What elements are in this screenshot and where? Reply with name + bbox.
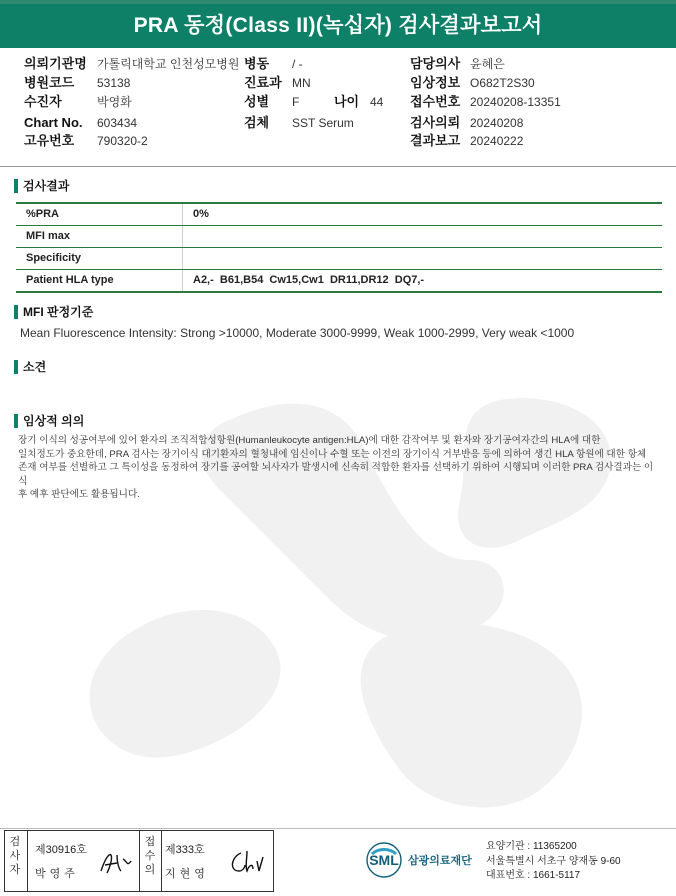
receipt-no-value: 20240208-13351 (470, 95, 561, 109)
report-date-value: 20240222 (470, 134, 524, 148)
clinical-title-text: 임상적 의의 (23, 414, 85, 428)
table-row (16, 248, 662, 270)
row-value (182, 248, 662, 269)
tester-license: 제30916호 (35, 844, 87, 856)
clinical-line: 존재 여부를 선별하고 그 특이성을 동정하여 장기를 공여할 뇌사자가 발생시에 신속히 적합한 환자를 선택하기 위하여 시행되며 이러한 PRA 검사결과는 이식 (18, 462, 654, 487)
age-label: 나이 (334, 94, 360, 109)
reviewer-label-text: 접수의 (144, 836, 156, 876)
info-row (0, 54, 676, 74)
table-row (16, 204, 662, 226)
section-marker (14, 414, 18, 428)
organization-name: 삼광의료재단 (408, 855, 472, 867)
receipt-no-label: 접수번호 (410, 94, 461, 109)
examinee-value: 박영화 (97, 95, 132, 109)
results-title-text: 검사결과 (23, 179, 70, 193)
mfi-section-title (14, 304, 93, 320)
hospital-code-value: 53138 (97, 76, 131, 90)
department-label: 진료과 (244, 75, 282, 90)
column-divider (27, 831, 28, 891)
chart-no-value: 603434 (97, 116, 138, 130)
organization-contact (486, 840, 621, 884)
table-row (16, 226, 662, 248)
info-row (0, 92, 676, 112)
row-label: Patient HLA type (26, 274, 114, 286)
row-value: A2,- B61,B54 Cw15,Cw1 DR11,DR12 DQ7,- (182, 270, 662, 291)
findings-section-title (14, 359, 46, 375)
care-code: 요양기관 : 11365200 (486, 841, 577, 852)
doctor-label: 담당의사 (410, 56, 461, 71)
clinical-line: 후 예후 판단에도 활용됩니다. (18, 489, 140, 500)
request-date-value: 20240208 (470, 116, 524, 130)
signature-box (4, 830, 274, 892)
sex-label: 성별 (244, 94, 270, 109)
reviewer-license: 제333호 (165, 844, 205, 856)
info-row (0, 73, 676, 93)
clinical-info-label: 임상정보 (410, 75, 461, 90)
specimen-value: SST Serum (292, 116, 354, 130)
ward-label: 병동 (244, 56, 270, 71)
info-row (0, 113, 676, 133)
table-row (16, 270, 662, 293)
results-table (16, 202, 662, 293)
row-label: Specificity (26, 252, 82, 264)
institution-value: 가톨릭대학교 인천성모병원 (97, 57, 240, 71)
report-title: PRA 동정(Class II)(녹십자) 검사결과보고서 (0, 4, 676, 48)
reviewer-name: 지현영 (165, 868, 209, 880)
request-date-label: 검사의뢰 (410, 115, 461, 130)
report-date-label: 결과보고 (410, 133, 461, 148)
unique-no-label: 고유번호 (24, 133, 75, 148)
section-marker (14, 305, 18, 319)
row-value: 0% (182, 204, 662, 225)
row-label: MFI max (26, 230, 71, 242)
tester-signature-image (97, 849, 135, 877)
address: 서울특별시 서초구 양재동 9-60 (486, 855, 621, 867)
clinical-info-value: O682T2S30 (470, 76, 535, 90)
phone: 대표번호 : 1661-5117 (486, 870, 581, 881)
examinee-label: 수진자 (24, 94, 62, 109)
chart-no-label: Chart No. (24, 115, 83, 130)
column-divider (161, 831, 162, 891)
logo-mark: SML (369, 852, 399, 868)
age-value: 44 (370, 95, 384, 109)
divider (0, 166, 676, 167)
clinical-line: 장기 이식의 성공여부에 있어 환자의 조직적합성항원(Humanleukocyte antigen:HLA)에 대한 감작여부 및 환자와 장기공여자간의 HLA에 대한 (18, 435, 601, 446)
mfi-title-text: MFI 판정기준 (23, 305, 94, 319)
specimen-label: 검체 (244, 115, 270, 130)
section-marker (14, 179, 18, 193)
row-label: %PRA (26, 208, 60, 220)
results-section-title (14, 178, 69, 194)
reviewer-signature-image (227, 847, 267, 877)
unique-no-value: 790320-2 (97, 134, 148, 148)
reviewer-label (140, 831, 160, 891)
ward-value: / - (292, 57, 303, 71)
mfi-criteria-text: Mean Fluorescence Intensity: Strong >10000, Moderate 3000-9999, Weak 1000-2999, Very weak <1000 (20, 326, 575, 340)
tester-name: 박영주 (35, 868, 79, 880)
tester-label (5, 831, 25, 891)
findings-title-text: 소견 (23, 360, 47, 374)
hospital-code-label: 병원코드 (24, 75, 75, 90)
doctor-value: 윤혜은 (470, 57, 505, 71)
clinical-line: 일치정도가 중요한데, PRA 검사는 장기이식 대기환자의 혈청내에 임신이나 수혈 또는 이전의 장기이식 거부반응 등에 의하여 생긴 HLA 항원에 대한 항체 (18, 448, 647, 460)
department-value: MN (292, 76, 311, 90)
tester-label-text: 검사자 (9, 836, 21, 876)
institution-label: 의뢰기관명 (24, 56, 87, 71)
section-marker (14, 360, 18, 374)
clinical-section-title (14, 413, 84, 429)
row-value (182, 226, 662, 247)
patient-info-block (0, 48, 676, 166)
clinical-significance-text (18, 434, 662, 502)
info-row (0, 131, 676, 151)
footer-divider (0, 828, 676, 829)
sex-value: F (292, 95, 300, 109)
